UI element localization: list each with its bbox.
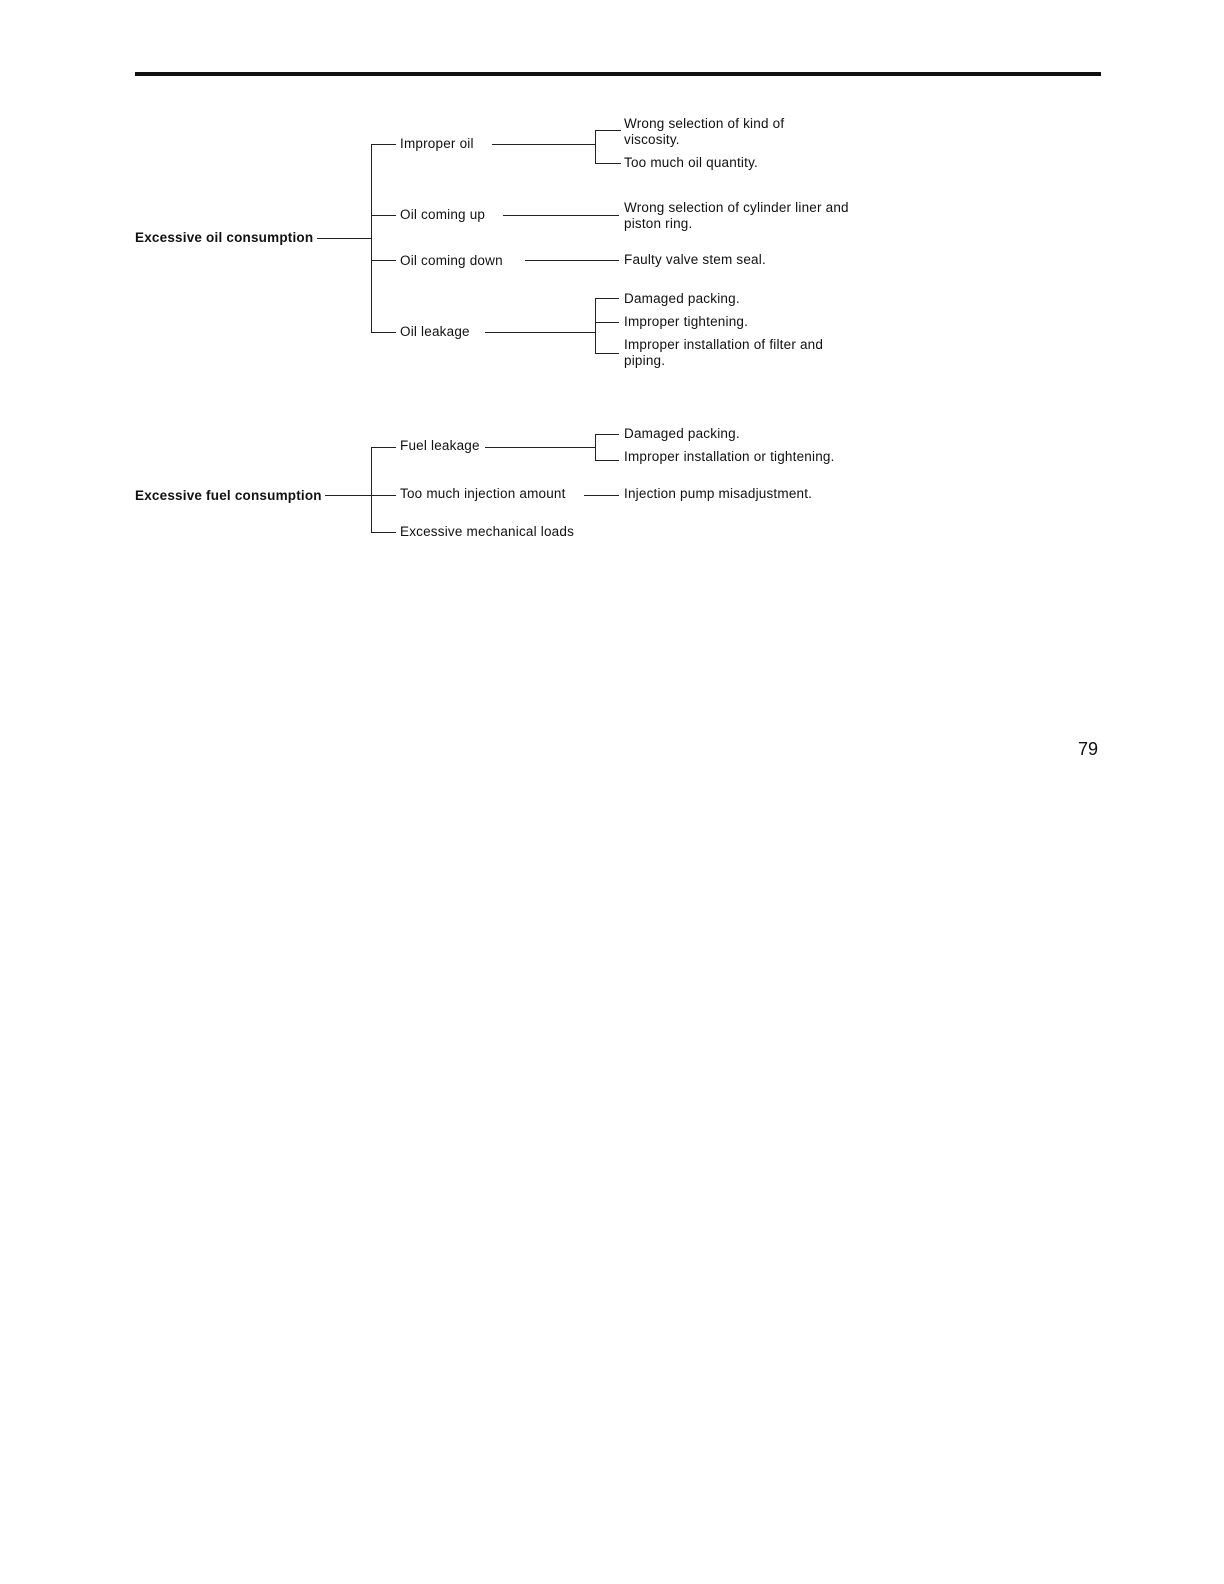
branch-too-much-injection: Too much injection amount <box>400 486 566 501</box>
root-excessive-fuel-consumption: Excessive fuel consumption <box>135 488 322 503</box>
connector-line <box>371 495 396 496</box>
branch-excessive-mechanical-loads: Excessive mechanical loads <box>400 524 575 539</box>
cause-wrong-viscosity: Wrong selection of kind of viscosity. <box>624 116 785 147</box>
bracket-line <box>371 144 372 333</box>
connector-line <box>595 163 621 164</box>
connector-line <box>595 460 619 461</box>
root-excessive-oil-consumption: Excessive oil consumption <box>135 230 314 245</box>
cause-wrong-liner-ring: Wrong selection of cylinder liner and piston ring. <box>624 200 849 231</box>
connector-line <box>371 332 396 333</box>
branch-oil-leakage: Oil leakage <box>400 324 470 339</box>
connector-line <box>595 130 621 131</box>
page-number: 79 <box>1078 739 1099 759</box>
connector-line <box>485 447 596 448</box>
branch-fuel-leakage: Fuel leakage <box>400 438 480 453</box>
connector-line <box>595 322 619 323</box>
connector-line <box>525 260 619 261</box>
bracket-line <box>595 130 596 164</box>
header-rule <box>135 72 1101 76</box>
cause-improper-install-tightening: Improper installation or tightening. <box>624 449 835 464</box>
cause-too-much-oil: Too much oil quantity. <box>624 155 758 170</box>
connector-line <box>371 215 396 216</box>
connector-line <box>371 532 396 533</box>
branch-oil-coming-down: Oil coming down <box>400 253 503 268</box>
cause-improper-tightening: Improper tightening. <box>624 314 749 329</box>
connector-line <box>325 495 372 496</box>
connector-line <box>371 144 396 145</box>
connector-line <box>371 260 396 261</box>
cause-damaged-packing: Damaged packing. <box>624 291 740 306</box>
connector-line <box>503 215 619 216</box>
connector-line <box>317 238 372 239</box>
cause-injection-pump-misadjustment: Injection pump misadjustment. <box>624 486 813 501</box>
connector-line <box>595 298 619 299</box>
cause-fuel-damaged-packing: Damaged packing. <box>624 426 740 441</box>
connector-line <box>371 447 396 448</box>
branch-improper-oil: Improper oil <box>400 136 474 151</box>
connector-line <box>492 144 596 145</box>
bracket-line <box>371 447 372 533</box>
connector-line <box>595 353 619 354</box>
cause-improper-filter-install: Improper installation of filter and piping. <box>624 337 824 368</box>
connector-line <box>595 434 619 435</box>
branch-oil-coming-up: Oil coming up <box>400 207 486 222</box>
bracket-line <box>595 434 596 461</box>
connector-line <box>485 332 596 333</box>
cause-faulty-valve-seal: Faulty valve stem seal. <box>624 252 766 267</box>
connector-line <box>584 495 619 496</box>
bracket-line <box>595 298 596 354</box>
